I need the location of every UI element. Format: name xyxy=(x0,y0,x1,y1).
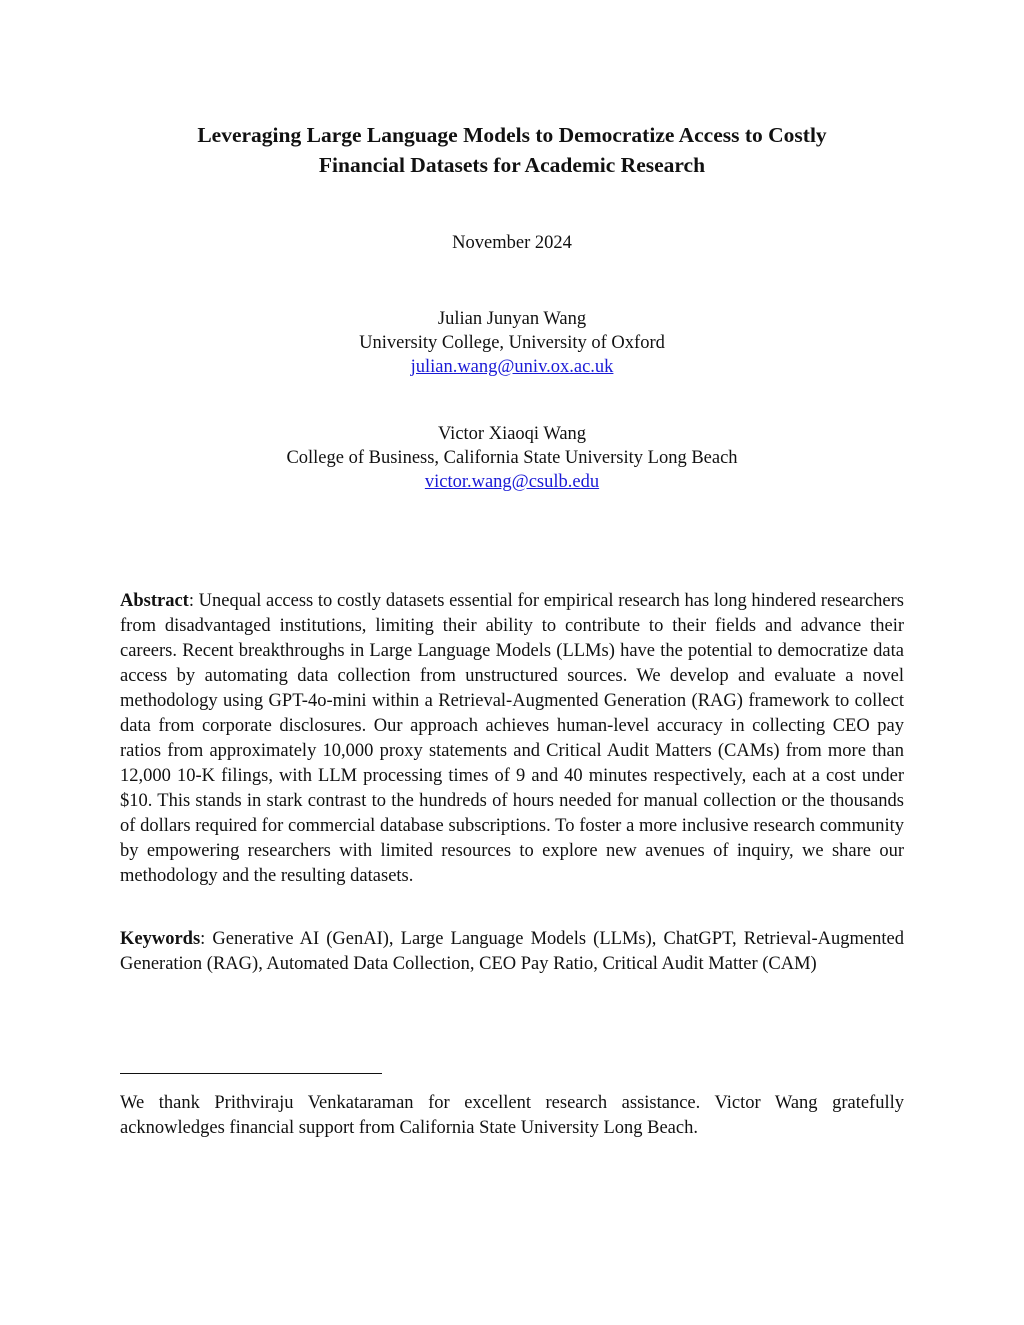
author-name: Victor Xiaoqi Wang xyxy=(437,424,587,444)
author-name: Julian Junyan Wang xyxy=(437,309,587,329)
abstract-text: : Unequal access to costly datasets essential for empirical research has long hindered researchers from disadvantaged institutions, limiting their ability to contribute to their fields and advance their careers. Recent breakthroughs in Large Language Models (LLMs) have the potential to democratize data access by automating data collection from unstructured sources. We develop and evaluate a novel methodology using GPT-4o-mini within a Retrieval-Augmented Generation (RAG) framework to collect data from corporate disclosures. Our approach achieves human-level accuracy in collecting CEO pay ratios from approximately 10,000 proxy statements and Critical Audit Matters (CAMs) from more than 12,000 10-K filings, with LLM processing times of 9 and 40 minutes respectively, each at a cost under $10. This stands in stark contrast to the hundreds of hours needed for manual collection or the thousands of dollars required for commercial database subscriptions. To foster a more inclusive research community by empowering researchers with limited resources to explore new avenues of inquiry, we share our methodology and the resulting datasets. xyxy=(120,591,904,886)
keywords-label: Keywords xyxy=(120,929,201,949)
author-block-1 xyxy=(120,307,904,379)
author-email-link[interactable]: victor.wang@csulb.edu xyxy=(424,472,600,492)
author-affiliation: University College, University of Oxford xyxy=(359,333,665,353)
paper-title-line-1: Leveraging Large Language Models to Democratize Access to Costly xyxy=(197,123,827,147)
publication-date: November 2024 xyxy=(452,233,572,253)
keywords-text: : Generative AI (GenAI), Large Language Models (LLMs), ChatGPT, Retrieval-Augmented Generation (RAG), Automated Data Collection, CEO Pay Ratio, Critical Audit Matter (CAM) xyxy=(120,929,904,974)
abstract-paragraph xyxy=(120,589,904,889)
paper-title-line-2: Financial Datasets for Academic Research xyxy=(318,153,706,177)
abstract-label: Abstract xyxy=(120,591,189,611)
footnote-divider xyxy=(120,1073,382,1074)
acknowledgement-footnote: We thank Prithviraju Venkataraman for excellent research assistance. Victor Wang gratefully acknowledges financial support from California State University Long Beach. xyxy=(120,1093,904,1138)
keywords-paragraph xyxy=(120,927,904,977)
author-email-link[interactable]: julian.wang@univ.ox.ac.uk xyxy=(410,357,614,377)
author-affiliation: College of Business, California State University Long Beach xyxy=(286,448,738,468)
paper-title xyxy=(120,120,904,180)
author-block-2 xyxy=(120,422,904,494)
